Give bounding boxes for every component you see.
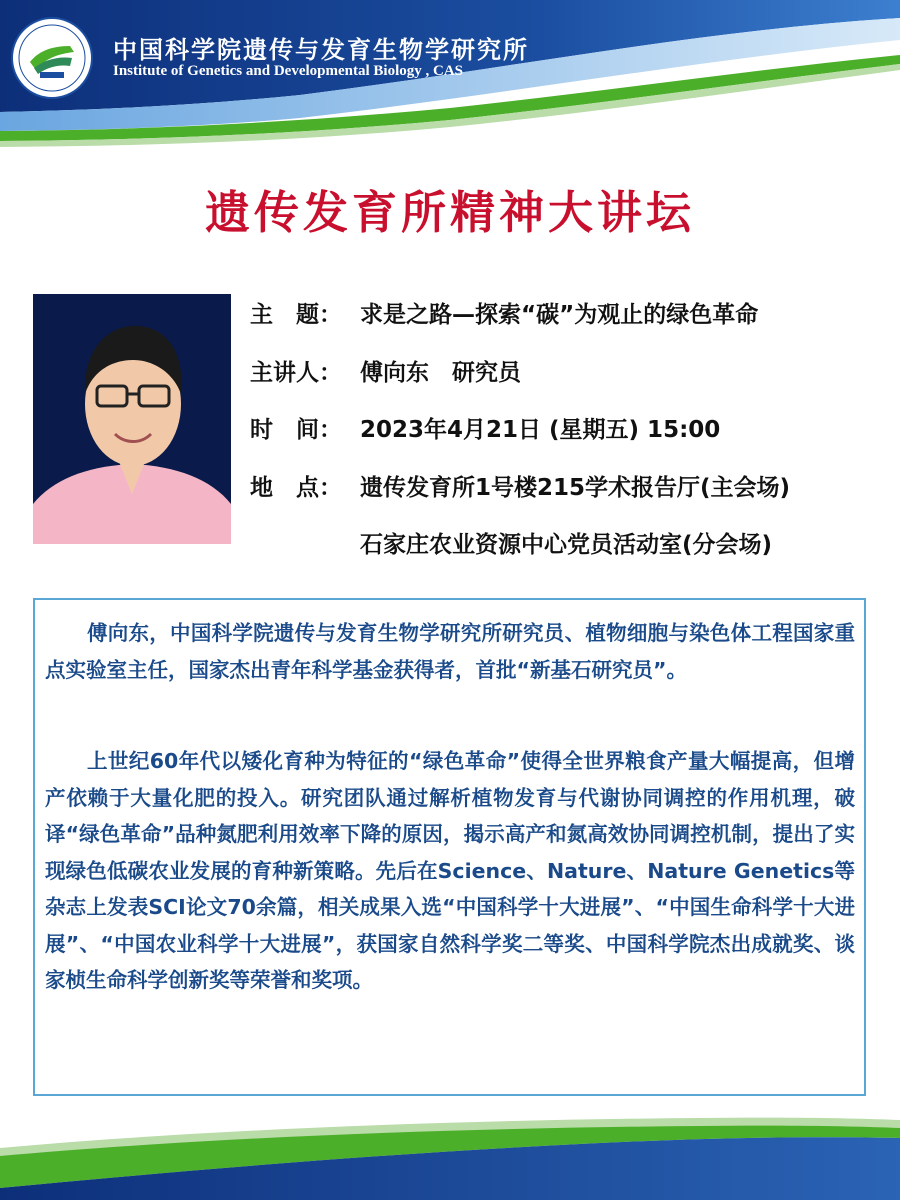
header-banner [0, 0, 900, 160]
speaker-label: 主讲人： [250, 360, 342, 386]
time-row [250, 411, 720, 444]
venue-row [250, 469, 790, 502]
venue-main: 遗传发育所1号楼215学术报告厅(主会场) [360, 475, 791, 501]
footer-banner [0, 1090, 900, 1200]
time-label: 时 间： [250, 417, 342, 443]
venue-label: 地 点： [250, 475, 342, 501]
bio-paragraph-2: 上世纪60年代以矮化育种为特征的“绿色革命”使得全世界粮食产量大幅提高，但增产依赖于大量化肥的投入。研究团队通过解析植物发育与代谢协同调控的作用机理，破译“绿色革命”品种氮肥利用效率下降的原因，揭示高产和氮高效协同调控机制，提出了实现绿色低碳农业发展的育种新策略。先后在Science、Nature、Nature Genetics等杂志上发表SCI论文70余篇，相关成果入选“中国科学十大进展”、“中国生命科学十大进展”、“中国农业科学十大进展”，获国家自然科学奖二等奖、中国科学院杰出成就奖、谈家桢生命科学创新奖等荣誉和奖项。 [45, 749, 855, 992]
topic-row [250, 296, 758, 329]
page-title: 遗传发育所精神大讲坛 [204, 186, 695, 239]
institute-seal-icon [10, 16, 94, 100]
topic-value: 求是之路—探索“碳”为观止的绿色革命 [360, 302, 759, 328]
institute-name-chinese: 中国科学院遗传与发育生物学研究所 [113, 35, 529, 64]
speaker-photo [33, 294, 231, 544]
topic-label: 主 题： [250, 302, 342, 328]
speaker-value: 傅向东 研究员 [360, 360, 521, 386]
institute-name-english: Institute of Genetics and Developmental Biology , CAS [113, 63, 463, 79]
venue-secondary: 石家庄农业资源中心党员活动室(分会场) [360, 532, 773, 558]
bio-paragraph-1: 傅向东，中国科学院遗传与发育生物学研究所研究员、植物细胞与染色体工程国家重点实验室主任，国家杰出青年科学基金获得者，首批“新基石研究员”。 [45, 621, 855, 682]
time-value: 2023年4月21日 (星期五) 15:00 [360, 417, 721, 443]
speaker-row [250, 354, 521, 387]
